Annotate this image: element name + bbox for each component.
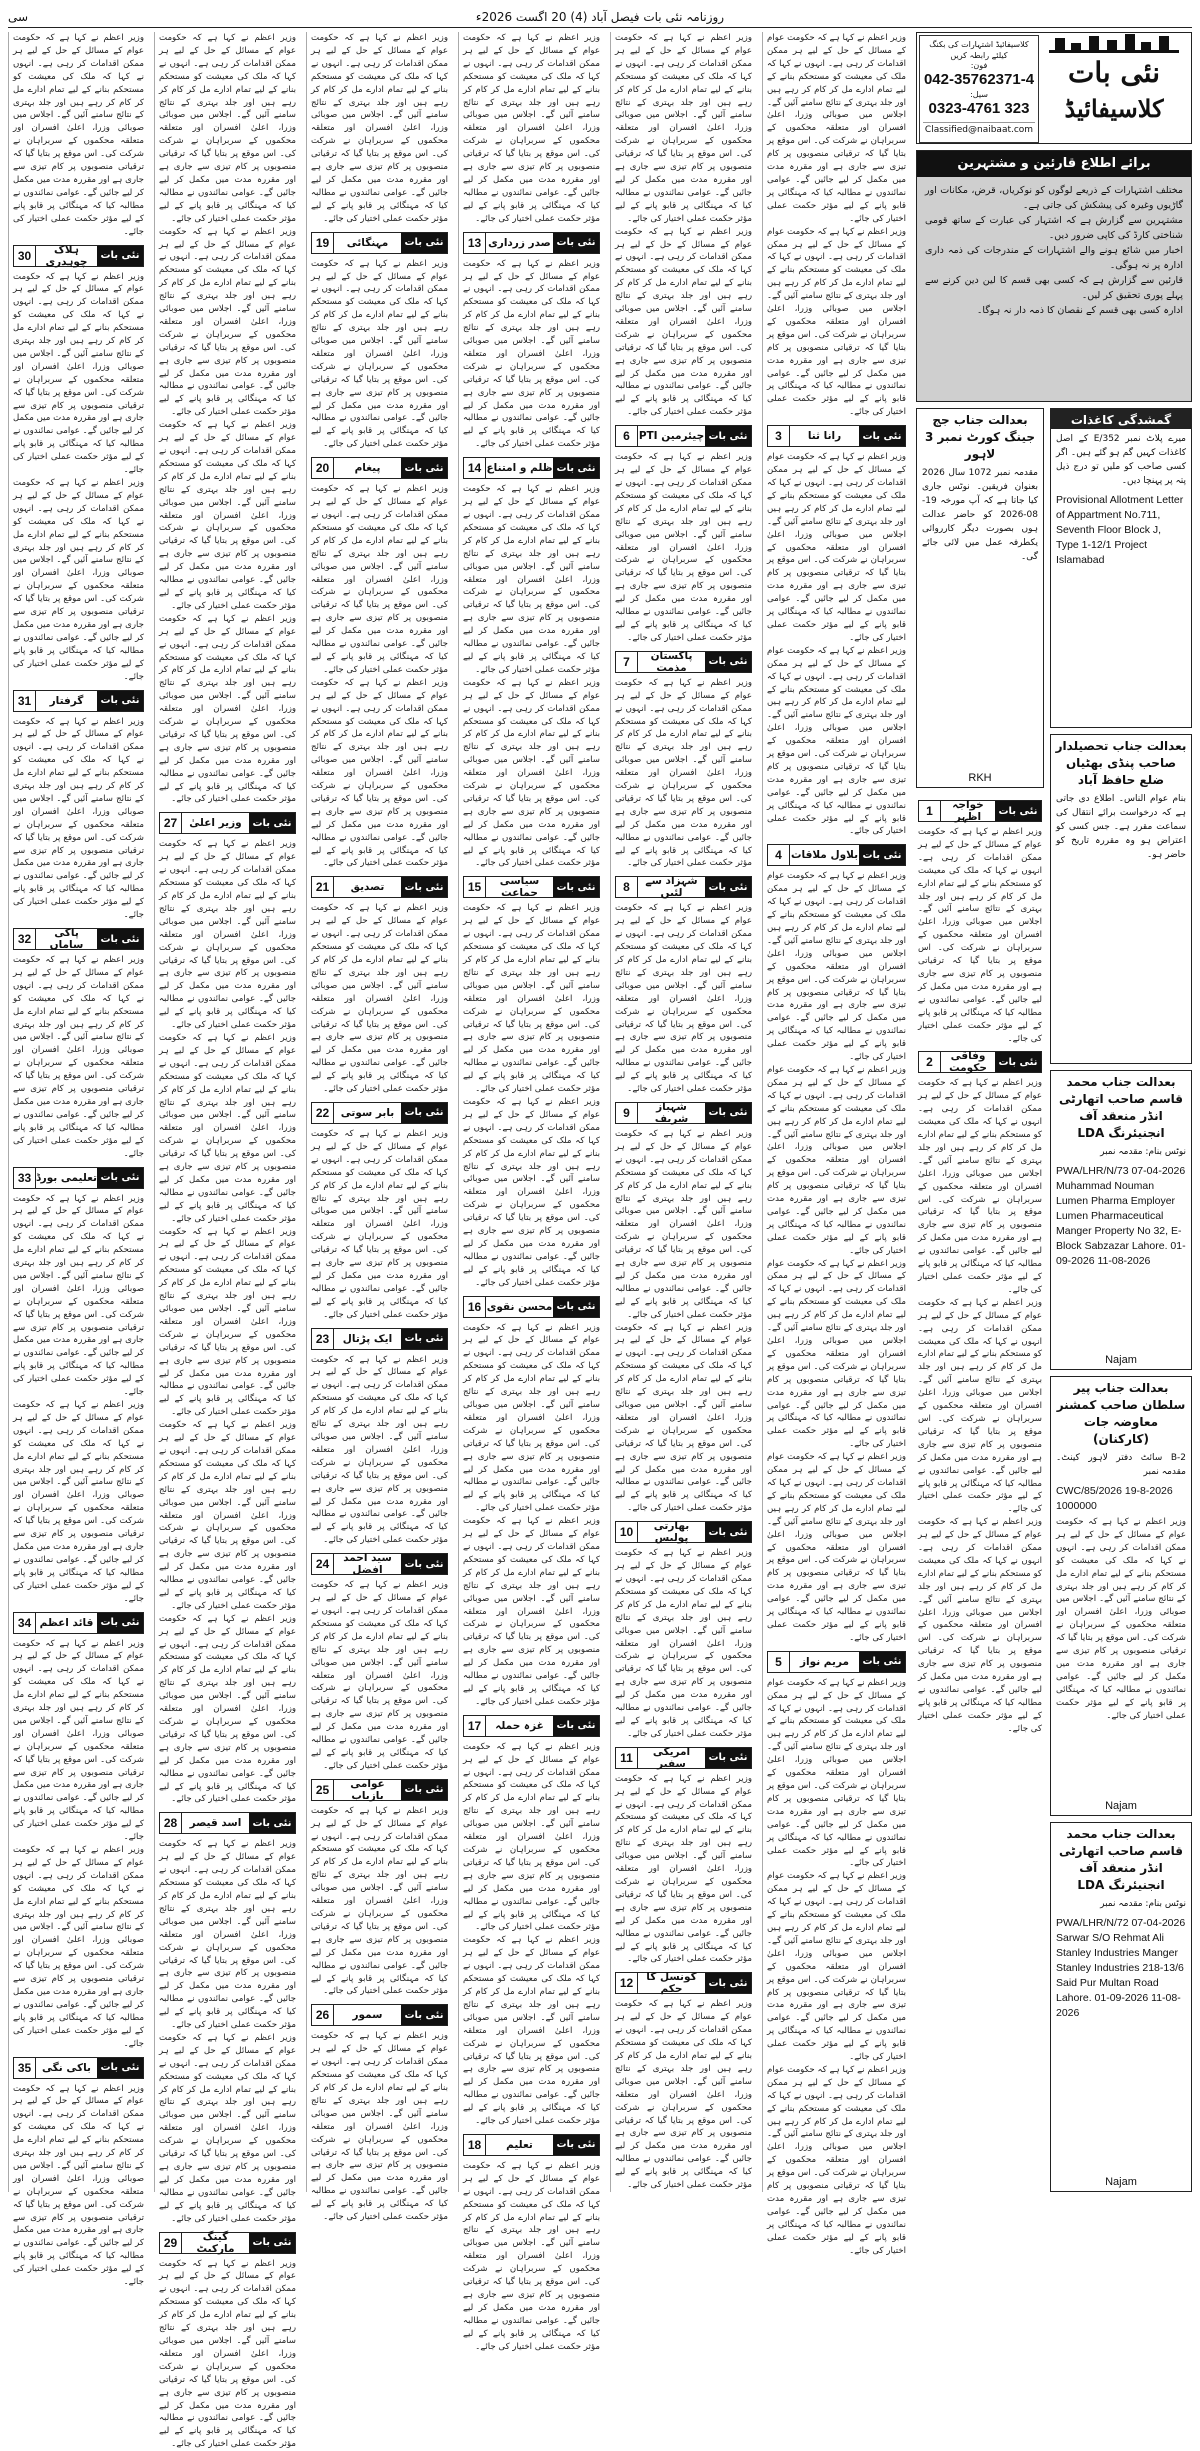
court-heading: بعدالت جناب جج جینگ کورٹ نمبر 3 لاہور bbox=[924, 413, 1035, 461]
article-body: وزیر اعظم نے کہا ہے کہ حکومت عوام کے مسائل کے حل کے لیے ہر ممکن اقدامات کر رہی ہے۔ انہوں نے کہا کہ ملک کی معیشت کو مستحکم بنانے کے لیے تمام ادارے مل کر کام کر رہے ہیں اور جلد بہتری کے نتائج سامنے آئیں گے۔ اجلاس میں صوبائی وزرا، اعلیٰ افسران اور متعلقہ محکموں کے سربراہان نے شرکت کی۔ اس موقع پر بتایا گیا کہ ترقیاتی منصوبوں پر کام تیزی سے جاری ہے اور مقررہ مدت میں مکمل کر لیے جائیں گے۔ عوامی نمائندوں نے مطالبہ کیا کہ مہنگائی پر قابو پانے کے لیے مؤثر حکمت عملی اختیار کی جائے۔ bbox=[13, 478, 144, 682]
headline-bar bbox=[463, 232, 600, 254]
article-body: وزیر اعظم نے کہا ہے کہ حکومت عوام کے مسائل کے حل کے لیے ہر ممکن اقدامات کر رہی ہے۔ انہوں نے کہا کہ ملک کی معیشت کو مستحکم بنانے کے لیے تمام ادارے مل کر کام کر رہے ہیں اور جلد بہتری کے نتائج سامنے آئیں گے۔ اجلاس میں صوبائی وزرا، اعلیٰ افسران اور متعلقہ محکموں کے سربراہان نے شرکت کی۔ اس موقع پر بتایا گیا کہ ترقیاتی منصوبوں پر کام تیزی سے جاری ہے اور مقررہ مدت میں مکمل کر لیے جائیں گے۔ عوامی نمائندوں نے مطالبہ کیا کہ مہنگائی پر قابو پانے کے لیے مؤثر حکمت عملی اختیار کی جائے۔ bbox=[918, 827, 1042, 1044]
brand-tag: نئی بات bbox=[705, 1103, 751, 1123]
mobile-label: سیل: bbox=[970, 90, 988, 99]
article-body: وزیر اعظم نے کہا ہے کہ حکومت عوام کے مسائل کے حل کے لیے ہر ممکن اقدامات کر رہی ہے۔ انہوں نے کہا کہ ملک کی معیشت کو مستحکم بنانے کے لیے تمام ادارے مل کر کام کر رہے ہیں اور جلد بہتری کے نتائج سامنے آئیں گے۔ اجلاس میں صوبائی وزرا، اعلیٰ افسران اور متعلقہ محکموں کے سربراہان نے شرکت کی۔ اس موقع پر بتایا گیا کہ ترقیاتی منصوبوں پر کام تیزی سے جاری ہے اور مقررہ مدت میں مکمل کر لیے جائیں گے۔ عوامی نمائندوں نے مطالبہ کیا کہ مہنگائی پر قابو پانے کے لیے مؤثر حکمت عملی اختیار کی جائے۔ bbox=[159, 613, 296, 805]
brand-tag: نئی بات bbox=[401, 1329, 447, 1349]
article-body: وزیر اعظم نے کہا ہے کہ حکومت عوام کے مسائل کے حل کے لیے ہر ممکن اقدامات کر رہی ہے۔ انہوں نے کہا کہ ملک کی معیشت کو مستحکم بنانے کے لیے تمام ادارے مل کر کام کر رہے ہیں اور جلد بہتری کے نتائج سامنے آئیں گے۔ اجلاس میں صوبائی وزرا، اعلیٰ افسران اور متعلقہ محکموں کے سربراہان نے شرکت کی۔ اس موقع پر بتایا گیا کہ ترقیاتی منصوبوں پر کام تیزی سے جاری ہے اور مقررہ مدت میں مکمل کر لیے جائیں گے۔ عوامی نمائندوں نے مطالبہ کیا کہ مہنگائی پر قابو پانے کے لیے مؤثر حکمت عملی اختیار کی جائے۔ bbox=[159, 1613, 296, 1805]
article-body: وزیر اعظم نے کہا ہے کہ حکومت عوام کے مسائل کے حل کے لیے ہر ممکن اقدامات کر رہی ہے۔ انہوں نے کہا کہ ملک کی معیشت کو مستحکم بنانے کے لیے تمام ادارے مل کر کام کر رہے ہیں اور جلد بہتری کے نتائج سامنے آئیں گے۔ اجلاس میں صوبائی وزرا، اعلیٰ افسران اور متعلقہ محکموں کے سربراہان نے شرکت کی۔ اس موقع پر بتایا گیا کہ ترقیاتی منصوبوں پر کام تیزی سے جاری ہے اور مقررہ مدت میں مکمل کر لیے جائیں گے۔ عوامی نمائندوں نے مطالبہ کیا کہ مہنگائی پر قابو پانے کے لیے مؤثر حکمت عملی اختیار کی جائے۔ bbox=[463, 903, 600, 1095]
article-body: وزیر اعظم نے کہا ہے کہ حکومت عوام کے مسائل کے حل کے لیے ہر ممکن اقدامات کر رہی ہے۔ انہوں نے کہا کہ ملک کی معیشت کو مستحکم بنانے کے لیے تمام ادارے مل کر کام کر رہے ہیں اور جلد بہتری کے نتائج سامنے آئیں گے۔ اجلاس میں صوبائی وزرا، اعلیٰ افسران اور متعلقہ محکموں کے سربراہان نے شرکت کی۔ اس موقع پر بتایا گیا کہ ترقیاتی منصوبوں پر کام تیزی سے جاری ہے اور مقررہ مدت میں مکمل کر لیے جائیں گے۔ عوامی نمائندوں نے مطالبہ کیا کہ مہنگائی پر قابو پانے کے لیے مؤثر حکمت عملی اختیار کی جائے۔ bbox=[615, 1773, 752, 1965]
article-body: وزیر اعظم نے کہا ہے کہ حکومت عوام کے مسائل کے حل کے لیے ہر ممکن اقدامات کر رہی ہے۔ انہوں نے کہا کہ ملک کی معیشت کو مستحکم بنانے کے لیے تمام ادارے مل کر کام کر رہے ہیں اور جلد بہتری کے نتائج سامنے آئیں گے۔ اجلاس میں صوبائی وزرا، اعلیٰ افسران اور متعلقہ محکموں کے سربراہان نے شرکت کی۔ اس موقع پر بتایا گیا کہ ترقیاتی منصوبوں پر کام تیزی سے جاری ہے اور مقررہ مدت میں مکمل کر لیے جائیں گے۔ عوامی نمائندوں نے مطالبہ کیا کہ مہنگائی پر قابو پانے کے لیے مؤثر حکمت عملی اختیار کی جائے۔ bbox=[615, 33, 752, 224]
headline-bar bbox=[767, 844, 906, 866]
brand-tag: نئی بات bbox=[859, 1652, 905, 1672]
headline-bar bbox=[918, 1051, 1042, 1073]
page-header bbox=[8, 6, 1192, 28]
article-body: وزیر اعظم نے کہا ہے کہ حکومت عوام کے مسائل کے حل کے لیے ہر ممکن اقدامات کر رہی ہے۔ انہوں نے کہا کہ ملک کی معیشت کو مستحکم بنانے کے لیے تمام ادارے مل کر کام کر رہے ہیں اور جلد بہتری کے نتائج سامنے آئیں گے۔ اجلاس میں صوبائی وزرا، اعلیٰ افسران اور متعلقہ محکموں کے سربراہان نے شرکت کی۔ اس موقع پر بتایا گیا کہ ترقیاتی منصوبوں پر کام تیزی سے جاری ہے اور مقررہ مدت میں مکمل کر لیے جائیں گے۔ عوامی نمائندوں نے مطالبہ کیا کہ مہنگائی پر قابو پانے کے لیے مؤثر حکمت عملی اختیار کی جائے۔ bbox=[615, 1548, 752, 1739]
headline-title: وفاقی حکومت bbox=[949, 1050, 987, 1075]
news-column-c1 bbox=[916, 794, 1044, 2192]
brand-tag: نئی بات bbox=[553, 458, 599, 478]
brand-tag: نئی بات bbox=[553, 1716, 599, 1736]
article-body: وزیر اعظم نے کہا ہے کہ حکومت عوام کے مسائل کے حل کے لیے ہر ممکن اقدامات کر رہی ہے۔ انہوں نے کہا کہ ملک کی معیشت کو مستحکم بنانے کے لیے تمام ادارے مل کر کام کر رہے ہیں اور جلد بہتری کے نتائج سامنے آئیں گے۔ اجلاس میں صوبائی وزرا، اعلیٰ افسران اور متعلقہ محکموں کے سربراہان نے شرکت کی۔ اس موقع پر بتایا گیا کہ ترقیاتی منصوبوں پر کام تیزی سے جاری ہے اور مقررہ مدت میں مکمل کر لیے جائیں گے۔ عوامی نمائندوں نے مطالبہ کیا کہ مہنگائی پر قابو پانے کے لیے مؤثر حکمت عملی اختیار کی جائے۔ bbox=[13, 1400, 144, 1604]
news-column-b bbox=[610, 32, 756, 2192]
headline-title: سیاسی جماعت bbox=[499, 875, 540, 900]
headline-title: رانا ثنا bbox=[807, 430, 842, 443]
headline-number: 5 bbox=[768, 1652, 790, 1672]
headline-bar bbox=[463, 1715, 600, 1737]
news-column-c bbox=[458, 32, 604, 2352]
headline-title: قائد اعظم bbox=[39, 1616, 94, 1629]
legal-heading: گمشدگی کاغذات bbox=[1051, 409, 1191, 429]
article-body: وزیر اعظم نے کہا ہے کہ حکومت عوام کے مسائل کے حل کے لیے ہر ممکن اقدامات کر رہی ہے۔ انہوں نے کہا کہ ملک کی معیشت کو مستحکم بنانے کے لیے تمام ادارے مل کر کام کر رہے ہیں اور جلد بہتری کے نتائج سامنے آئیں گے۔ اجلاس میں صوبائی وزرا، اعلیٰ افسران اور متعلقہ محکموں کے سربراہان نے شرکت کی۔ اس موقع پر بتایا گیا کہ ترقیاتی منصوبوں پر کام تیزی سے جاری ہے اور مقررہ مدت میں مکمل کر لیے جائیں گے۔ عوامی نمائندوں نے مطالبہ کیا کہ مہنگائی پر قابو پانے کے لیے مؤثر حکمت عملی اختیار کی جائے۔ bbox=[13, 716, 144, 921]
headline-bar bbox=[463, 2134, 600, 2156]
article-body: وزیر اعظم نے کہا ہے کہ حکومت عوام کے مسائل کے حل کے لیے ہر ممکن اقدامات کر رہی ہے۔ انہوں نے کہا کہ ملک کی معیشت کو مستحکم بنانے کے لیے تمام ادارے مل کر کام کر رہے ہیں اور جلد بہتری کے نتائج سامنے آئیں گے۔ اجلاس میں صوبائی وزرا، اعلیٰ افسران اور متعلقہ محکموں کے سربراہان نے شرکت کی۔ اس موقع پر بتایا گیا کہ ترقیاتی منصوبوں پر کام تیزی سے جاری ہے اور مقررہ مدت میں مکمل کر لیے جائیں گے۔ عوامی نمائندوں نے مطالبہ کیا کہ مہنگائی پر قابو پانے کے لیے مؤثر حکمت عملی اختیار کی جائے۔ bbox=[13, 1638, 144, 1843]
brand-tag: نئی بات bbox=[705, 1522, 751, 1542]
contact-phone: 042-35762371-4 bbox=[923, 71, 1035, 88]
article-body: وزیر اعظم نے کہا ہے کہ حکومت عوام کے مسائل کے حل کے لیے ہر ممکن اقدامات کر رہی ہے۔ انہوں نے کہا کہ ملک کی معیشت کو مستحکم بنانے کے لیے تمام ادارے مل کر کام کر رہے ہیں اور جلد بہتری کے نتائج سامنے آئیں گے۔ اجلاس میں صوبائی وزرا، اعلیٰ افسران اور متعلقہ محکموں کے سربراہان نے شرکت کی۔ اس موقع پر بتایا گیا کہ ترقیاتی منصوبوں پر کام تیزی سے جاری ہے اور مقررہ مدت میں مکمل کر لیے جائیں گے۔ عوامی نمائندوں نے مطالبہ کیا کہ مہنگائی پر قابو پانے کے لیے مؤثر حکمت عملی اختیار کی جائے۔ bbox=[767, 1064, 906, 1256]
headline-number: 21 bbox=[312, 877, 334, 897]
article-body: وزیر اعظم نے کہا ہے کہ حکومت عوام کے مسائل کے حل کے لیے ہر ممکن اقدامات کر رہی ہے۔ انہوں نے کہا کہ ملک کی معیشت کو مستحکم بنانے کے لیے تمام ادارے مل کر کام کر رہے ہیں اور جلد بہتری کے نتائج سامنے آئیں گے۔ اجلاس میں صوبائی وزرا، اعلیٰ افسران اور متعلقہ محکموں کے سربراہان نے شرکت کی۔ اس موقع پر بتایا گیا کہ ترقیاتی منصوبوں پر کام تیزی سے جاری ہے اور مقررہ مدت میں مکمل کر لیے جائیں گے۔ عوامی نمائندوں نے مطالبہ کیا کہ مہنگائی پر قابو پانے کے لیے مؤثر حکمت عملی اختیار کی جائے۔ bbox=[13, 271, 144, 476]
notice-heading: برائے اطلاع قارئین و مشتہرین bbox=[917, 151, 1191, 177]
headline-title: بھارتی پولیس bbox=[653, 1520, 690, 1545]
headline-bar bbox=[311, 457, 448, 479]
article-body: وزیر اعظم نے کہا ہے کہ حکومت عوام کے مسائل کے حل کے لیے ہر ممکن اقدامات کر رہی ہے۔ انہوں نے کہا کہ ملک کی معیشت کو مستحکم بنانے کے لیے تمام ادارے مل کر کام کر رہے ہیں اور جلد بہتری کے نتائج سامنے آئیں گے۔ اجلاس میں صوبائی وزرا، اعلیٰ افسران اور متعلقہ محکموں کے سربراہان نے شرکت کی۔ اس موقع پر بتایا گیا کہ ترقیاتی منصوبوں پر کام تیزی سے جاری ہے اور مقررہ مدت میں مکمل کر لیے جائیں گے۔ عوامی نمائندوں نے مطالبہ کیا کہ مہنگائی پر قابو پانے کے لیے مؤثر حکمت عملی اختیار کی جائے۔ bbox=[463, 1096, 600, 1288]
brand-tag: نئی بات bbox=[995, 1052, 1041, 1072]
article-body: وزیر اعظم نے کہا ہے کہ حکومت عوام کے مسائل کے حل کے لیے ہر ممکن اقدامات کر رہی ہے۔ انہوں نے کہا کہ ملک کی معیشت کو مستحکم بنانے کے لیے تمام ادارے مل کر کام کر رہے ہیں اور جلد بہتری کے نتائج سامنے آئیں گے۔ اجلاس میں صوبائی وزرا، اعلیٰ افسران اور متعلقہ محکموں کے سربراہان نے شرکت کی۔ اس موقع پر بتایا گیا کہ ترقیاتی منصوبوں پر کام تیزی سے جاری ہے اور مقررہ مدت میں مکمل کر لیے جائیں گے۔ عوامی نمائندوں نے مطالبہ کیا کہ مہنگائی پر قابو پانے کے لیے مؤثر حکمت عملی اختیار کی جائے۔ bbox=[463, 33, 600, 224]
article-body: وزیر اعظم نے کہا ہے کہ حکومت عوام کے مسائل کے حل کے لیے ہر ممکن اقدامات کر رہی ہے۔ انہوں نے کہا کہ ملک کی معیشت کو مستحکم بنانے کے لیے تمام ادارے مل کر کام کر رہے ہیں اور جلد بہتری کے نتائج سامنے آئیں گے۔ اجلاس میں صوبائی وزرا، اعلیٰ افسران اور متعلقہ محکموں کے سربراہان نے شرکت کی۔ اس موقع پر بتایا گیا کہ ترقیاتی منصوبوں پر کام تیزی سے جاری ہے اور مقررہ مدت میں مکمل کر لیے جائیں گے۔ عوامی نمائندوں نے مطالبہ کیا کہ مہنگائی پر قابو پانے کے لیے مؤثر حکمت عملی اختیار کی جائے۔ bbox=[159, 1420, 296, 1611]
headline-number: 16 bbox=[464, 1297, 486, 1317]
article-body: وزیر اعظم نے کہا ہے کہ حکومت عوام کے مسائل کے حل کے لیے ہر ممکن اقدامات کر رہی ہے۔ انہوں نے کہا کہ ملک کی معیشت کو مستحکم بنانے کے لیے تمام ادارے مل کر کام کر رہے ہیں اور جلد بہتری کے نتائج سامنے آئیں گے۔ اجلاس میں صوبائی وزرا، اعلیٰ افسران اور متعلقہ محکموں کے سربراہان نے شرکت کی۔ اس موقع پر بتایا گیا کہ ترقیاتی منصوبوں پر کام تیزی سے جاری ہے اور مقررہ مدت میں مکمل کر لیے جائیں گے۔ عوامی نمائندوں نے مطالبہ کیا کہ مہنگائی پر قابو پانے کے لیے مؤثر حکمت عملی اختیار کی جائے۔ bbox=[159, 1032, 296, 1224]
headline-number: 17 bbox=[464, 1716, 486, 1736]
article-body: وزیر اعظم نے کہا ہے کہ حکومت عوام کے مسائل کے حل کے لیے ہر ممکن اقدامات کر رہی ہے۔ انہوں نے کہا کہ ملک کی معیشت کو مستحکم بنانے کے لیے تمام ادارے مل کر کام کر رہے ہیں اور جلد بہتری کے نتائج سامنے آئیں گے۔ اجلاس میں صوبائی وزرا، اعلیٰ افسران اور متعلقہ محکموں کے سربراہان نے شرکت کی۔ اس موقع پر بتایا گیا کہ ترقیاتی منصوبوں پر کام تیزی سے جاری ہے اور مقررہ مدت میں مکمل کر لیے جائیں گے۔ عوامی نمائندوں نے مطالبہ کیا کہ مہنگائی پر قابو پانے کے لیے مؤثر حکمت عملی اختیار کی جائے۔ bbox=[615, 903, 752, 1095]
headline-title: مریم نواز bbox=[799, 1655, 850, 1668]
legal-notice-tehsildar bbox=[1050, 734, 1192, 1064]
headline-bar bbox=[311, 876, 448, 898]
notice-line: مشتہرین سے گزارش ہے کہ اشتہار کی عبارت کے ساتھ قومی شناختی کارڈ کی کاپی ضرور دیں۔ bbox=[925, 215, 1183, 241]
headline-title: گرفتار bbox=[49, 694, 84, 707]
classified-column bbox=[916, 32, 1192, 2192]
article-body: وزیر اعظم نے کہا ہے کہ حکومت عوام کے مسائل کے حل کے لیے ہر ممکن اقدامات کر رہی ہے۔ انہوں نے کہا کہ ملک کی معیشت کو مستحکم بنانے کے لیے تمام ادارے مل کر کام کر رہے ہیں اور جلد بہتری کے نتائج سامنے آئیں گے۔ اجلاس میں صوبائی وزرا، اعلیٰ افسران اور متعلقہ محکموں کے سربراہان نے شرکت کی۔ اس موقع پر بتایا گیا کہ ترقیاتی منصوبوں پر کام تیزی سے جاری ہے اور مقررہ مدت میں مکمل کر لیے جائیں گے۔ عوامی نمائندوں نے مطالبہ کیا کہ مہنگائی پر قابو پانے کے لیے مؤثر حکمت عملی اختیار کی جائے۔ bbox=[918, 1517, 1042, 1734]
brand-tag: نئی بات bbox=[249, 813, 295, 833]
headline-bar bbox=[311, 232, 448, 254]
headline-bar bbox=[311, 1553, 448, 1575]
headline-number: 34 bbox=[14, 1613, 36, 1633]
legal-text: نوٹس بنام: مقدمہ نمبر bbox=[1100, 1147, 1186, 1157]
headline-title: پیغام bbox=[354, 462, 381, 475]
article-body: وزیر اعظم نے کہا ہے کہ حکومت عوام کے مسائل کے حل کے لیے ہر ممکن اقدامات کر رہی ہے۔ انہوں نے کہا کہ ملک کی معیشت کو مستحکم بنانے کے لیے تمام ادارے مل کر کام کر رہے ہیں اور جلد بہتری کے نتائج سامنے آئیں گے۔ اجلاس میں صوبائی وزرا، اعلیٰ افسران اور متعلقہ محکموں کے سربراہان نے شرکت کی۔ اس موقع پر بتایا گیا کہ ترقیاتی منصوبوں پر کام تیزی سے جاری ہے اور مقررہ مدت میں مکمل کر لیے جائیں گے۔ عوامی نمائندوں نے مطالبہ کیا کہ مہنگائی پر قابو پانے کے لیے مؤثر حکمت عملی اختیار کی جائے۔ bbox=[767, 1452, 906, 1643]
headline-title: تعلیمی بورڈ bbox=[35, 1171, 97, 1184]
headline-number: 28 bbox=[160, 1813, 182, 1833]
headline-number: 25 bbox=[312, 1780, 334, 1800]
headline-number: 7 bbox=[616, 652, 638, 672]
headline-number: 30 bbox=[14, 246, 36, 266]
article-body: وزیر اعظم نے کہا ہے کہ حکومت عوام کے مسائل کے حل کے لیے ہر ممکن اقدامات کر رہی ہے۔ انہوں نے کہا کہ ملک کی معیشت کو مستحکم بنانے کے لیے تمام ادارے مل کر کام کر رہے ہیں اور جلد بہتری کے نتائج سامنے آئیں گے۔ اجلاس میں صوبائی وزرا، اعلیٰ افسران اور متعلقہ محکموں کے سربراہان نے شرکت کی۔ اس موقع پر بتایا گیا کہ ترقیاتی منصوبوں پر کام تیزی سے جاری ہے اور مقررہ مدت میں مکمل کر لیے جائیں گے۔ عوامی نمائندوں نے مطالبہ کیا کہ مہنگائی پر قابو پانے کے لیے مؤثر حکمت عملی اختیار کی جائے۔ bbox=[767, 1871, 906, 2063]
headline-number: 6 bbox=[616, 426, 638, 446]
legal-text: B-2 سائٹ دفتر لاہور کینٹ۔ مقدمہ نمبر bbox=[1056, 1453, 1186, 1477]
phone-label: فون: bbox=[970, 61, 988, 70]
headline-bar bbox=[463, 876, 600, 898]
legal-notice-commissioner bbox=[1050, 1376, 1192, 1816]
brand-logo bbox=[1039, 35, 1189, 143]
brand-tag: نئی بات bbox=[705, 1973, 751, 1993]
article-body: وزیر اعظم نے کہا ہے کہ حکومت عوام کے مسائل کے حل کے لیے ہر ممکن اقدامات کر رہی ہے۔ انہوں نے کہا کہ ملک کی معیشت کو مستحکم بنانے کے لیے تمام ادارے مل کر کام کر رہے ہیں اور جلد بہتری کے نتائج سامنے آئیں گے۔ اجلاس میں صوبائی وزرا، اعلیٰ افسران اور متعلقہ محکموں کے سربراہان نے شرکت کی۔ اس موقع پر بتایا گیا کہ ترقیاتی منصوبوں پر کام تیزی سے جاری ہے اور مقررہ مدت میں مکمل کر لیے جائیں گے۔ عوامی نمائندوں نے مطالبہ کیا کہ مہنگائی پر قابو پانے کے لیے مؤثر حکمت عملی اختیار کی جائے۔ bbox=[311, 1580, 448, 1771]
notice-line: اخبار میں شائع ہونے والے اشتہارات کے مندرجات کی ذمہ داری ادارہ پر نہ ہوگی۔ bbox=[925, 245, 1183, 271]
headline-title: امریکی سفیر bbox=[652, 1745, 691, 1770]
article-body: وزیر اعظم نے کہا ہے کہ حکومت عوام کے مسائل کے حل کے لیے ہر ممکن اقدامات کر رہی ہے۔ انہوں نے کہا کہ ملک کی معیشت کو مستحکم بنانے کے لیے تمام ادارے مل کر کام کر رہے ہیں اور جلد بہتری کے نتائج سامنے آئیں گے۔ اجلاس میں صوبائی وزرا، اعلیٰ افسران اور متعلقہ محکموں کے سربراہان نے شرکت کی۔ اس موقع پر بتایا گیا کہ ترقیاتی منصوبوں پر کام تیزی سے جاری ہے اور مقررہ مدت میں مکمل کر لیے جائیں گے۔ عوامی نمائندوں نے مطالبہ کیا کہ مہنگائی پر قابو پانے کے لیے مؤثر حکمت عملی اختیار کی جائے۔ bbox=[615, 226, 752, 418]
headline-bar bbox=[615, 1747, 752, 1769]
article-body: وزیر اعظم نے کہا ہے کہ حکومت عوام کے مسائل کے حل کے لیے ہر ممکن اقدامات کر رہی ہے۔ انہوں نے کہا کہ ملک کی معیشت کو مستحکم بنانے کے لیے تمام ادارے مل کر کام کر رہے ہیں اور جلد بہتری کے نتائج سامنے آئیں گے۔ اجلاس میں صوبائی وزرا، اعلیٰ افسران اور متعلقہ محکموں کے سربراہان نے شرکت کی۔ اس موقع پر بتایا گیا کہ ترقیاتی منصوبوں پر کام تیزی سے جاری ہے اور مقررہ مدت میں مکمل کر لیے جائیں گے۔ عوامی نمائندوں نے مطالبہ کیا کہ مہنگائی پر قابو پانے کے لیے مؤثر حکمت عملی اختیار کی جائے۔ bbox=[311, 2031, 448, 2223]
article-body: وزیر اعظم نے کہا ہے کہ حکومت عوام کے مسائل کے حل کے لیے ہر ممکن اقدامات کر رہی ہے۔ انہوں نے کہا کہ ملک کی معیشت کو مستحکم بنانے کے لیے تمام ادارے مل کر کام کر رہے ہیں اور جلد بہتری کے نتائج سامنے آئیں گے۔ اجلاس میں صوبائی وزرا، اعلیٰ افسران اور متعلقہ محکموں کے سربراہان نے شرکت کی۔ اس موقع پر بتایا گیا کہ ترقیاتی منصوبوں پر کام تیزی سے جاری ہے اور مقررہ مدت میں مکمل کر لیے جائیں گے۔ عوامی نمائندوں نے مطالبہ کیا کہ مہنگائی پر قابو پانے کے لیے مؤثر حکمت عملی اختیار کی جائے۔ bbox=[463, 1322, 600, 1514]
headline-bar bbox=[311, 1328, 448, 1350]
article-body: وزیر اعظم نے کہا ہے کہ حکومت عوام کے مسائل کے حل کے لیے ہر ممکن اقدامات کر رہی ہے۔ انہوں نے کہا کہ ملک کی معیشت کو مستحکم بنانے کے لیے تمام ادارے مل کر کام کر رہے ہیں اور جلد بہتری کے نتائج سامنے آئیں گے۔ اجلاس میں صوبائی وزرا، اعلیٰ افسران اور متعلقہ محکموں کے سربراہان نے شرکت کی۔ اس موقع پر بتایا گیا کہ ترقیاتی منصوبوں پر کام تیزی سے جاری ہے اور مقررہ مدت میں مکمل کر لیے جائیں گے۔ عوامی نمائندوں نے مطالبہ کیا کہ مہنگائی پر قابو پانے کے لیے مؤثر حکمت عملی اختیار کی جائے۔ bbox=[767, 1677, 906, 1869]
legal-text: میرے پلاٹ نمبر 352/E کے اصل کاغذات کہیں گم ہو گئے ہیں۔ اگر کسی صاحب کو ملیں تو درج ذیل پتہ پر پہنچا دیں۔ bbox=[1056, 434, 1186, 486]
headline-number: 15 bbox=[464, 877, 486, 897]
readers-notice bbox=[916, 150, 1192, 402]
article-body: وزیر اعظم نے کہا ہے کہ حکومت عوام کے مسائل کے حل کے لیے ہر ممکن اقدامات کر رہی ہے۔ انہوں نے کہا کہ ملک کی معیشت کو مستحکم بنانے کے لیے تمام ادارے مل کر کام کر رہے ہیں اور جلد بہتری کے نتائج سامنے آئیں گے۔ اجلاس میں صوبائی وزرا، اعلیٰ افسران اور متعلقہ محکموں کے سربراہان نے شرکت کی۔ اس موقع پر بتایا گیا کہ ترقیاتی منصوبوں پر کام تیزی سے جاری ہے اور مقررہ مدت میں مکمل کر لیے جائیں گے۔ عوامی نمائندوں نے مطالبہ کیا کہ مہنگائی پر قابو پانے کے لیے مؤثر حکمت عملی اختیار کی جائے۔ bbox=[13, 33, 144, 237]
headline-title: بلاول ملاقات bbox=[790, 849, 859, 862]
article-body: وزیر اعظم نے کہا ہے کہ حکومت عوام کے مسائل کے حل کے لیے ہر ممکن اقدامات کر رہی ہے۔ انہوں نے کہا کہ ملک کی معیشت کو مستحکم بنانے کے لیے تمام ادارے مل کر کام کر رہے ہیں اور جلد بہتری کے نتائج سامنے آئیں گے۔ اجلاس میں صوبائی وزرا، اعلیٰ افسران اور متعلقہ محکموں کے سربراہان نے شرکت کی۔ اس موقع پر بتایا گیا کہ ترقیاتی منصوبوں پر کام تیزی سے جاری ہے اور مقررہ مدت میں مکمل کر لیے جائیں گے۔ عوامی نمائندوں نے مطالبہ کیا کہ مہنگائی پر قابو پانے کے لیے مؤثر حکمت عملی اختیار کی جائے۔ bbox=[311, 33, 448, 224]
headline-number: 1 bbox=[919, 801, 941, 821]
contact-mobile: 0323-4761 323 bbox=[928, 100, 1030, 117]
headline-number: 11 bbox=[616, 1748, 638, 1768]
article-body: وزیر اعظم نے کہا ہے کہ حکومت عوام کے مسائل کے حل کے لیے ہر ممکن اقدامات کر رہی ہے۔ انہوں نے کہا کہ ملک کی معیشت کو مستحکم بنانے کے لیے تمام ادارے مل کر کام کر رہے ہیں اور جلد بہتری کے نتائج سامنے آئیں گے۔ اجلاس میں صوبائی وزرا، اعلیٰ افسران اور متعلقہ محکموں کے سربراہان نے شرکت کی۔ اس موقع پر بتایا گیا کہ ترقیاتی منصوبوں پر کام تیزی سے جاری ہے اور مقررہ مدت میں مکمل کر لیے جائیں گے۔ عوامی نمائندوں نے مطالبہ کیا کہ مہنگائی پر قابو پانے کے لیے مؤثر حکمت عملی اختیار کی جائے۔ bbox=[767, 33, 906, 224]
article-body: وزیر اعظم نے کہا ہے کہ حکومت عوام کے مسائل کے حل کے لیے ہر ممکن اقدامات کر رہی ہے۔ انہوں نے کہا کہ ملک کی معیشت کو مستحکم بنانے کے لیے تمام ادارے مل کر کام کر رہے ہیں اور جلد بہتری کے نتائج سامنے آئیں گے۔ اجلاس میں صوبائی وزرا، اعلیٰ افسران اور متعلقہ محکموں کے سربراہان نے شرکت کی۔ اس موقع پر بتایا گیا کہ ترقیاتی منصوبوں پر کام تیزی سے جاری ہے اور مقررہ مدت میں مکمل کر لیے جائیں گے۔ عوامی نمائندوں نے مطالبہ کیا کہ مہنگائی پر قابو پانے کے لیے مؤثر حکمت عملی اختیار کی جائے۔ bbox=[311, 484, 448, 675]
headline-title: خواجہ اظہر bbox=[952, 799, 984, 823]
brand-tag: نئی بات bbox=[97, 1613, 143, 1633]
headline-bar bbox=[615, 425, 752, 447]
brand-tag: نئی بات bbox=[553, 233, 599, 253]
headline-number: 2 bbox=[919, 1052, 941, 1072]
headline-number: 18 bbox=[464, 2135, 486, 2155]
brand-tag: نئی بات bbox=[705, 426, 751, 446]
brand-tag: نئی بات bbox=[249, 2233, 295, 2253]
legal-notice-lda-2 bbox=[1050, 1822, 1192, 2192]
article-body: وزیر اعظم نے کہا ہے کہ حکومت عوام کے مسائل کے حل کے لیے ہر ممکن اقدامات کر رہی ہے۔ انہوں نے کہا کہ ملک کی معیشت کو مستحکم بنانے کے لیے تمام ادارے مل کر کام کر رہے ہیں اور جلد بہتری کے نتائج سامنے آئیں گے۔ اجلاس میں صوبائی وزرا، اعلیٰ افسران اور متعلقہ محکموں کے سربراہان نے شرکت کی۔ اس موقع پر بتایا گیا کہ ترقیاتی منصوبوں پر کام تیزی سے جاری ہے اور مقررہ مدت میں مکمل کر لیے جائیں گے۔ عوامی نمائندوں نے مطالبہ کیا کہ مہنگائی پر قابو پانے کے لیے مؤثر حکمت عملی اختیار کی جائے۔ bbox=[13, 2083, 144, 2288]
article-body: وزیر اعظم نے کہا ہے کہ حکومت عوام کے مسائل کے حل کے لیے ہر ممکن اقدامات کر رہی ہے۔ انہوں نے کہا کہ ملک کی معیشت کو مستحکم بنانے کے لیے تمام ادارے مل کر کام کر رہے ہیں اور جلد بہتری کے نتائج سامنے آئیں گے۔ اجلاس میں صوبائی وزرا، اعلیٰ افسران اور متعلقہ محکموں کے سربراہان نے شرکت کی۔ اس موقع پر بتایا گیا کہ ترقیاتی منصوبوں پر کام تیزی سے جاری ہے اور مقررہ مدت میں مکمل کر لیے جائیں گے۔ عوامی نمائندوں نے مطالبہ کیا کہ مہنگائی پر قابو پانے کے لیے مؤثر حکمت عملی اختیار کی جائے۔ bbox=[767, 645, 906, 837]
article-body: وزیر اعظم نے کہا ہے کہ حکومت عوام کے مسائل کے حل کے لیے ہر ممکن اقدامات کر رہی ہے۔ انہوں نے کہا کہ ملک کی معیشت کو مستحکم بنانے کے لیے تمام ادارے مل کر کام کر رہے ہیں اور جلد بہتری کے نتائج سامنے آئیں گے۔ اجلاس میں صوبائی وزرا، اعلیٰ افسران اور متعلقہ محکموں کے سربراہان نے شرکت کی۔ اس موقع پر بتایا گیا کہ ترقیاتی منصوبوں پر کام تیزی سے جاری ہے اور مقررہ مدت میں مکمل کر لیے جائیں گے۔ عوامی نمائندوں نے مطالبہ کیا کہ مہنگائی پر قابو پانے کے لیے مؤثر حکمت عملی اختیار کی جائے۔ bbox=[463, 2160, 600, 2352]
brand-tag: نئی بات bbox=[705, 652, 751, 672]
headline-title: ایک پڑتال bbox=[342, 1332, 393, 1345]
headline-bar bbox=[463, 457, 600, 479]
legal-heading: بعدالت جناب محمد قاسم صاحب اتھارٹی انڈر منعقد آف انجنیئرنگ LDA bbox=[1059, 1075, 1183, 1140]
headline-bar bbox=[615, 1102, 752, 1124]
headline-title: سید احمد افضل bbox=[343, 1552, 392, 1577]
headline-number: 27 bbox=[160, 813, 182, 833]
headline-bar bbox=[13, 2057, 144, 2079]
headline-title: غزہ حملہ bbox=[495, 1719, 544, 1732]
brand-section: کلاسیفائیڈ bbox=[1064, 94, 1164, 123]
headline-number: 8 bbox=[616, 877, 638, 897]
article-body: وزیر اعظم نے کہا ہے کہ حکومت عوام کے مسائل کے حل کے لیے ہر ممکن اقدامات کر رہی ہے۔ انہوں نے کہا کہ ملک کی معیشت کو مستحکم بنانے کے لیے تمام ادارے مل کر کام کر رہے ہیں اور جلد بہتری کے نتائج سامنے آئیں گے۔ اجلاس میں صوبائی وزرا، اعلیٰ افسران اور متعلقہ محکموں کے سربراہان نے شرکت کی۔ اس موقع پر بتایا گیا کہ ترقیاتی منصوبوں پر کام تیزی سے جاری ہے اور مقررہ مدت میں مکمل کر لیے جائیں گے۔ عوامی نمائندوں نے مطالبہ کیا کہ مہنگائی پر قابو پانے کے لیے مؤثر حکمت عملی اختیار کی جائے۔ bbox=[615, 677, 752, 869]
article-body: وزیر اعظم نے کہا ہے کہ حکومت عوام کے مسائل کے حل کے لیے ہر ممکن اقدامات کر رہی ہے۔ انہوں نے کہا کہ ملک کی معیشت کو مستحکم بنانے کے لیے تمام ادارے مل کر کام کر رہے ہیں اور جلد بہتری کے نتائج سامنے آئیں گے۔ اجلاس میں صوبائی وزرا، اعلیٰ افسران اور متعلقہ محکموں کے سربراہان نے شرکت کی۔ اس موقع پر بتایا گیا کہ ترقیاتی منصوبوں پر کام تیزی سے جاری ہے اور مقررہ مدت میں مکمل کر لیے جائیں گے۔ عوامی نمائندوں نے مطالبہ کیا کہ مہنگائی پر قابو پانے کے لیے مؤثر حکمت عملی اختیار کی جائے۔ bbox=[615, 1128, 752, 1320]
headline-title: ظلم و امتناع bbox=[486, 462, 553, 475]
contact-email: Classified@naibaat.com bbox=[923, 122, 1035, 135]
article-body: وزیر اعظم نے کہا ہے کہ حکومت عوام کے مسائل کے حل کے لیے ہر ممکن اقدامات کر رہی ہے۔ انہوں نے کہا کہ ملک کی معیشت کو مستحکم بنانے کے لیے تمام ادارے مل کر کام کر رہے ہیں اور جلد بہتری کے نتائج سامنے آئیں گے۔ اجلاس میں صوبائی وزرا، اعلیٰ افسران اور متعلقہ محکموں کے سربراہان نے شرکت کی۔ اس موقع پر بتایا گیا کہ ترقیاتی منصوبوں پر کام تیزی سے جاری ہے اور مقررہ مدت میں مکمل کر لیے جائیں گے۔ عوامی نمائندوں نے مطالبہ کیا کہ مہنگائی پر قابو پانے کے لیے مؤثر حکمت عملی اختیار کی جائے۔ bbox=[463, 258, 600, 450]
article-body: وزیر اعظم نے کہا ہے کہ حکومت عوام کے مسائل کے حل کے لیے ہر ممکن اقدامات کر رہی ہے۔ انہوں نے کہا کہ ملک کی معیشت کو مستحکم بنانے کے لیے تمام ادارے مل کر کام کر رہے ہیں اور جلد بہتری کے نتائج سامنے آئیں گے۔ اجلاس میں صوبائی وزرا، اعلیٰ افسران اور متعلقہ محکموں کے سربراہان نے شرکت کی۔ اس موقع پر بتایا گیا کہ ترقیاتی منصوبوں پر کام تیزی سے جاری ہے اور مقررہ مدت میں مکمل کر لیے جائیں گے۔ عوامی نمائندوں نے مطالبہ کیا کہ مہنگائی پر قابو پانے کے لیے مؤثر حکمت عملی اختیار کی جائے۔ bbox=[159, 2258, 296, 2450]
brand-tag: نئی بات bbox=[401, 2005, 447, 2025]
brand-tag: نئی بات bbox=[401, 877, 447, 897]
skyline-icon bbox=[1049, 35, 1179, 53]
article-body: وزیر اعظم نے کہا ہے کہ حکومت عوام کے مسائل کے حل کے لیے ہر ممکن اقدامات کر رہی ہے۔ انہوں نے کہا کہ ملک کی معیشت کو مستحکم بنانے کے لیے تمام ادارے مل کر کام کر رہے ہیں اور جلد بہتری کے نتائج سامنے آئیں گے۔ اجلاس میں صوبائی وزرا، اعلیٰ افسران اور متعلقہ محکموں کے سربراہان نے شرکت کی۔ اس موقع پر بتایا گیا کہ ترقیاتی منصوبوں پر کام تیزی سے جاری ہے اور مقررہ مدت میں مکمل کر لیے جائیں گے۔ عوامی نمائندوں نے مطالبہ کیا کہ مہنگائی پر قابو پانے کے لیے مؤثر حکمت عملی اختیار کی جائے۔ bbox=[13, 1193, 144, 1398]
headline-bar bbox=[13, 1167, 144, 1189]
notice-line: ادارہ کسی بھی قسم کے نقصان کا ذمہ دار نہ ہوگا۔ bbox=[976, 305, 1183, 316]
headline-number: 35 bbox=[14, 2058, 36, 2078]
brand-name: نئی بات bbox=[1067, 56, 1160, 89]
headline-bar bbox=[159, 2232, 296, 2254]
headline-title: گینگ مارکیٹ bbox=[196, 2230, 235, 2255]
headline-number: 19 bbox=[312, 233, 334, 253]
headline-number: 22 bbox=[312, 1103, 334, 1123]
headline-number: 14 bbox=[464, 458, 486, 478]
headline-bar bbox=[918, 800, 1042, 822]
news-column-e bbox=[154, 32, 300, 2450]
brand-tag: نئی بات bbox=[249, 1813, 295, 1833]
article-body: وزیر اعظم نے کہا ہے کہ حکومت عوام کے مسائل کے حل کے لیے ہر ممکن اقدامات کر رہی ہے۔ انہوں نے کہا کہ ملک کی معیشت کو مستحکم بنانے کے لیے تمام ادارے مل کر کام کر رہے ہیں اور جلد بہتری کے نتائج سامنے آئیں گے۔ اجلاس میں صوبائی وزرا، اعلیٰ افسران اور متعلقہ محکموں کے سربراہان نے شرکت کی۔ اس موقع پر بتایا گیا کہ ترقیاتی منصوبوں پر کام تیزی سے جاری ہے اور مقررہ مدت میں مکمل کر لیے جائیں گے۔ عوامی نمائندوں نے مطالبہ کیا کہ مہنگائی پر قابو پانے کے لیے مؤثر حکمت عملی اختیار کی جائے۔ bbox=[918, 1297, 1042, 1515]
article-body: وزیر اعظم نے کہا ہے کہ حکومت عوام کے مسائل کے حل کے لیے ہر ممکن اقدامات کر رہی ہے۔ انہوں نے کہا کہ ملک کی معیشت کو مستحکم بنانے کے لیے تمام ادارے مل کر کام کر رہے ہیں اور جلد بہتری کے نتائج سامنے آئیں گے۔ اجلاس میں صوبائی وزرا، اعلیٰ افسران اور متعلقہ محکموں کے سربراہان نے شرکت کی۔ اس موقع پر بتایا گیا کہ ترقیاتی منصوبوں پر کام تیزی سے جاری ہے اور مقررہ مدت میں مکمل کر لیے جائیں گے۔ عوامی نمائندوں نے مطالبہ کیا کہ مہنگائی پر قابو پانے کے لیے مؤثر حکمت عملی اختیار کی جائے۔ bbox=[918, 1078, 1042, 1295]
article-body: وزیر اعظم نے کہا ہے کہ حکومت عوام کے مسائل کے حل کے لیے ہر ممکن اقدامات کر رہی ہے۔ انہوں نے کہا کہ ملک کی معیشت کو مستحکم بنانے کے لیے تمام ادارے مل کر کام کر رہے ہیں اور جلد بہتری کے نتائج سامنے آئیں گے۔ اجلاس میں صوبائی وزرا، اعلیٰ افسران اور متعلقہ محکموں کے سربراہان نے شرکت کی۔ اس موقع پر بتایا گیا کہ ترقیاتی منصوبوں پر کام تیزی سے جاری ہے اور مقررہ مدت میں مکمل کر لیے جائیں گے۔ عوامی نمائندوں نے مطالبہ کیا کہ مہنگائی پر قابو پانے کے لیے مؤثر حکمت عملی اختیار کی جائے۔ bbox=[159, 1839, 296, 2031]
headline-number: 32 bbox=[14, 929, 36, 949]
headline-bar bbox=[615, 876, 752, 898]
brand-tag: نئی بات bbox=[705, 1748, 751, 1768]
brand-tag: نئی بات bbox=[401, 1554, 447, 1574]
article-body: وزیر اعظم نے کہا ہے کہ حکومت عوام کے مسائل کے حل کے لیے ہر ممکن اقدامات کر رہی ہے۔ انہوں نے کہا کہ ملک کی معیشت کو مستحکم بنانے کے لیے تمام ادارے مل کر کام کر رہے ہیں اور جلد بہتری کے نتائج سامنے آئیں گے۔ اجلاس میں صوبائی وزرا، اعلیٰ افسران اور متعلقہ محکموں کے سربراہان نے شرکت کی۔ اس موقع پر بتایا گیا کہ ترقیاتی منصوبوں پر کام تیزی سے جاری ہے اور مقررہ مدت میں مکمل کر لیے جائیں گے۔ عوامی نمائندوں نے مطالبہ کیا کہ مہنگائی پر قابو پانے کے لیے مؤثر حکمت عملی اختیار کی جائے۔ bbox=[159, 1226, 296, 1418]
news-column-d bbox=[306, 32, 452, 2223]
article-body: وزیر اعظم نے کہا ہے کہ حکومت عوام کے مسائل کے حل کے لیے ہر ممکن اقدامات کر رہی ہے۔ انہوں نے کہا کہ ملک کی معیشت کو مستحکم بنانے کے لیے تمام ادارے مل کر کام کر رہے ہیں اور جلد بہتری کے نتائج سامنے آئیں گے۔ اجلاس میں صوبائی وزرا، اعلیٰ افسران اور متعلقہ محکموں کے سربراہان نے شرکت کی۔ اس موقع پر بتایا گیا کہ ترقیاتی منصوبوں پر کام تیزی سے جاری ہے اور مقررہ مدت میں مکمل کر لیے جائیں گے۔ عوامی نمائندوں نے مطالبہ کیا کہ مہنگائی پر قابو پانے کے لیے مؤثر حکمت عملی اختیار کی جائے۔ bbox=[159, 33, 296, 224]
notice-body bbox=[917, 177, 1191, 324]
headline-number: 29 bbox=[160, 2233, 182, 2253]
brand-tag: نئی بات bbox=[97, 2058, 143, 2078]
article-body: وزیر اعظم نے کہا ہے کہ حکومت عوام کے مسائل کے حل کے لیے ہر ممکن اقدامات کر رہی ہے۔ انہوں نے کہا کہ ملک کی معیشت کو مستحکم بنانے کے لیے تمام ادارے مل کر کام کر رہے ہیں اور جلد بہتری کے نتائج سامنے آئیں گے۔ اجلاس میں صوبائی وزرا، اعلیٰ افسران اور متعلقہ محکموں کے سربراہان نے شرکت کی۔ اس موقع پر بتایا گیا کہ ترقیاتی منصوبوں پر کام تیزی سے جاری ہے اور مقررہ مدت میں مکمل کر لیے جائیں گے۔ عوامی نمائندوں نے مطالبہ کیا کہ مہنگائی پر قابو پانے کے لیے مؤثر حکمت عملی اختیار کی جائے۔ bbox=[615, 452, 752, 643]
article-body: وزیر اعظم نے کہا ہے کہ حکومت عوام کے مسائل کے حل کے لیے ہر ممکن اقدامات کر رہی ہے۔ انہوں نے کہا کہ ملک کی معیشت کو مستحکم بنانے کے لیے تمام ادارے مل کر کام کر رہے ہیں اور جلد بہتری کے نتائج سامنے آئیں گے۔ اجلاس میں صوبائی وزرا، اعلیٰ افسران اور متعلقہ محکموں کے سربراہان نے شرکت کی۔ اس موقع پر بتایا گیا کہ ترقیاتی منصوبوں پر کام تیزی سے جاری ہے اور مقررہ مدت میں مکمل کر لیے جائیں گے۔ عوامی نمائندوں نے مطالبہ کیا کہ مہنگائی پر قابو پانے کے لیے مؤثر حکمت عملی اختیار کی جائے۔ bbox=[463, 677, 600, 869]
legal-notice-lda-1 bbox=[1050, 1070, 1192, 1370]
headline-number: 3 bbox=[768, 426, 790, 446]
news-column-f bbox=[8, 32, 148, 2288]
brand-tag: نئی بات bbox=[401, 233, 447, 253]
legal-signature: Najam bbox=[1051, 2176, 1191, 2191]
article-body: وزیر اعظم نے کہا ہے کہ حکومت عوام کے مسائل کے حل کے لیے ہر ممکن اقدامات کر رہی ہے۔ انہوں نے کہا کہ ملک کی معیشت کو مستحکم بنانے کے لیے تمام ادارے مل کر کام کر رہے ہیں اور جلد بہتری کے نتائج سامنے آئیں گے۔ اجلاس میں صوبائی وزرا، اعلیٰ افسران اور متعلقہ محکموں کے سربراہان نے شرکت کی۔ اس موقع پر بتایا گیا کہ ترقیاتی منصوبوں پر کام تیزی سے جاری ہے اور مقررہ مدت میں مکمل کر لیے جائیں گے۔ عوامی نمائندوں نے مطالبہ کیا کہ مہنگائی پر قابو پانے کے لیے مؤثر حکمت عملی اختیار کی جائے۔ bbox=[311, 1354, 448, 1546]
headline-title: پاکستان مذمت bbox=[650, 649, 693, 674]
headline-title: پاکی ساماں bbox=[49, 927, 84, 951]
headline-number: 10 bbox=[616, 1522, 638, 1542]
article-body: وزیر اعظم نے کہا ہے کہ حکومت عوام کے مسائل کے حل کے لیے ہر ممکن اقدامات کر رہی ہے۔ انہوں نے کہا کہ ملک کی معیشت کو مستحکم بنانے کے لیے تمام ادارے مل کر کام کر رہے ہیں اور جلد بہتری کے نتائج سامنے آئیں گے۔ اجلاس میں صوبائی وزرا، اعلیٰ افسران اور متعلقہ محکموں کے سربراہان نے شرکت کی۔ اس موقع پر بتایا گیا کہ ترقیاتی منصوبوں پر کام تیزی سے جاری ہے اور مقررہ مدت میں مکمل کر لیے جائیں گے۔ عوامی نمائندوں نے مطالبہ کیا کہ مہنگائی پر قابو پانے کے لیے مؤثر حکمت عملی اختیار کی جائے۔ bbox=[767, 226, 906, 418]
headline-bar bbox=[13, 1612, 144, 1634]
legal-english: PWA/LHR/N/72 07-04-2026 Sarwar S/O Rehmat Ali Stanley Industries Manger Stanley Industries 218-13/6 Said Pur Multan Road Lahore. 01-09-2026 11-08-2026 bbox=[1056, 1917, 1186, 2019]
article-body: وزیر اعظم نے کہا ہے کہ حکومت عوام کے مسائل کے حل کے لیے ہر ممکن اقدامات کر رہی ہے۔ انہوں نے کہا کہ ملک کی معیشت کو مستحکم بنانے کے لیے تمام ادارے مل کر کام کر رہے ہیں اور جلد بہتری کے نتائج سامنے آئیں گے۔ اجلاس میں صوبائی وزرا، اعلیٰ افسران اور متعلقہ محکموں کے سربراہان نے شرکت کی۔ اس موقع پر بتایا گیا کہ ترقیاتی منصوبوں پر کام تیزی سے جاری ہے اور مقررہ مدت میں مکمل کر لیے جائیں گے۔ عوامی نمائندوں نے مطالبہ کیا کہ مہنگائی پر قابو پانے کے لیے مؤثر حکمت عملی اختیار کی جائے۔ bbox=[311, 677, 448, 869]
article-body: وزیر اعظم نے کہا ہے کہ حکومت عوام کے مسائل کے حل کے لیے ہر ممکن اقدامات کر رہی ہے۔ انہوں نے کہا کہ ملک کی معیشت کو مستحکم بنانے کے لیے تمام ادارے مل کر کام کر رہے ہیں اور جلد بہتری کے نتائج سامنے آئیں گے۔ اجلاس میں صوبائی وزرا، اعلیٰ افسران اور متعلقہ محکموں کے سربراہان نے شرکت کی۔ اس موقع پر بتایا گیا کہ ترقیاتی منصوبوں پر کام تیزی سے جاری ہے اور مقررہ مدت میں مکمل کر لیے جائیں گے۔ عوامی نمائندوں نے مطالبہ کیا کہ مہنگائی پر قابو پانے کے لیے مؤثر حکمت عملی اختیار کی جائے۔ bbox=[767, 871, 906, 1063]
brand-tag: نئی بات bbox=[97, 246, 143, 266]
brand-tag: نئی بات bbox=[859, 426, 905, 446]
headline-bar bbox=[311, 1779, 448, 1801]
headline-title: تصدیق bbox=[350, 881, 385, 894]
headline-bar bbox=[13, 928, 144, 950]
article-body: وزیر اعظم نے کہا ہے کہ حکومت عوام کے مسائل کے حل کے لیے ہر ممکن اقدامات کر رہی ہے۔ انہوں نے کہا کہ ملک کی معیشت کو مستحکم بنانے کے لیے تمام ادارے مل کر کام کر رہے ہیں اور جلد بہتری کے نتائج سامنے آئیں گے۔ اجلاس میں صوبائی وزرا، اعلیٰ افسران اور متعلقہ محکموں کے سربراہان نے شرکت کی۔ اس موقع پر بتایا گیا کہ ترقیاتی منصوبوں پر کام تیزی سے جاری ہے اور مقررہ مدت میں مکمل کر لیے جائیں گے۔ عوامی نمائندوں نے مطالبہ کیا کہ مہنگائی پر قابو پانے کے لیے مؤثر حکمت عملی اختیار کی جائے۔ bbox=[159, 226, 296, 418]
article-body: وزیر اعظم نے کہا ہے کہ حکومت عوام کے مسائل کے حل کے لیے ہر ممکن اقدامات کر رہی ہے۔ انہوں نے کہا کہ ملک کی معیشت کو مستحکم بنانے کے لیے تمام ادارے مل کر کام کر رہے ہیں اور جلد بہتری کے نتائج سامنے آئیں گے۔ اجلاس میں صوبائی وزرا، اعلیٰ افسران اور متعلقہ محکموں کے سربراہان نے شرکت کی۔ اس موقع پر بتایا گیا کہ ترقیاتی منصوبوں پر کام تیزی سے جاری ہے اور مقررہ مدت میں مکمل کر لیے جائیں گے۔ عوامی نمائندوں نے مطالبہ کیا کہ مہنگائی پر قابو پانے کے لیے مؤثر حکمت عملی اختیار کی جائے۔ bbox=[463, 1935, 600, 2127]
brand-tag: نئی بات bbox=[705, 877, 751, 897]
contact-box bbox=[919, 35, 1039, 143]
headline-number: 9 bbox=[616, 1103, 638, 1123]
headline-number: 4 bbox=[768, 845, 790, 865]
headline-bar bbox=[159, 812, 296, 834]
article-body: وزیر اعظم نے کہا ہے کہ حکومت عوام کے مسائل کے حل کے لیے ہر ممکن اقدامات کر رہی ہے۔ انہوں نے کہا کہ ملک کی معیشت کو مستحکم بنانے کے لیے تمام ادارے مل کر کام کر رہے ہیں اور جلد بہتری کے نتائج سامنے آئیں گے۔ اجلاس میں صوبائی وزرا، اعلیٰ افسران اور متعلقہ محکموں کے سربراہان نے شرکت کی۔ اس موقع پر بتایا گیا کہ ترقیاتی منصوبوں پر کام تیزی سے جاری ہے اور مقررہ مدت میں مکمل کر لیے جائیں گے۔ عوامی نمائندوں نے مطالبہ کیا کہ مہنگائی پر قابو پانے کے لیے مؤثر حکمت عملی اختیار کی جائے۔ bbox=[767, 452, 906, 643]
legal-english: PWA/LHR/N/73 07-04-2026 Muhammad Nouman Lumen Pharma Employer Lumen Pharmaceutical Manger Property No 32, E-Block Sabzazar Lahore. 01-09-2026 11-08-2026 bbox=[1056, 1165, 1186, 1267]
article-body: وزیر اعظم نے کہا ہے کہ حکومت عوام کے مسائل کے حل کے لیے ہر ممکن اقدامات کر رہی ہے۔ انہوں نے کہا کہ ملک کی معیشت کو مستحکم بنانے کے لیے تمام ادارے مل کر کام کر رہے ہیں اور جلد بہتری کے نتائج سامنے آئیں گے۔ اجلاس میں صوبائی وزرا، اعلیٰ افسران اور متعلقہ محکموں کے سربراہان نے شرکت کی۔ اس موقع پر بتایا گیا کہ ترقیاتی منصوبوں پر کام تیزی سے جاری ہے اور مقررہ مدت میں مکمل کر لیے جائیں گے۔ عوامی نمائندوں نے مطالبہ کیا کہ مہنگائی پر قابو پانے کے لیے مؤثر حکمت عملی اختیار کی جائے۔ bbox=[767, 2064, 906, 2256]
notice-line: مختلف اشتہارات کے ذریعے لوگوں کو نوکریاں، قرض، مکانات اور گاڑیوں وغیرہ کی پیشکش کی جاتی ہے۔ bbox=[925, 185, 1183, 211]
newspaper-page bbox=[8, 32, 1192, 2450]
legal-heading: بعدالت جناب محمد قاسم صاحب اتھارٹی انڈر منعقد آف انجنیئرنگ LDA bbox=[1059, 1827, 1183, 1892]
masthead bbox=[916, 32, 1192, 144]
contact-lead: کلاسیفائیڈ اشتہارات کی بکنگ کیلئے رابطہ کریں bbox=[929, 40, 1029, 60]
header-edition-label: سی bbox=[8, 9, 29, 24]
legal-notice-lost-documents bbox=[1050, 408, 1192, 728]
headline-bar bbox=[615, 1972, 752, 1994]
headline-bar bbox=[615, 651, 752, 673]
header-dateline: روزنامہ نئی بات فیصل آباد (4) 20 اگست 2026ء bbox=[475, 9, 725, 24]
headline-title: وزیر اعلیٰ bbox=[189, 817, 242, 830]
headline-bar bbox=[463, 1296, 600, 1318]
article-body: وزیر اعظم نے کہا ہے کہ حکومت عوام کے مسائل کے حل کے لیے ہر ممکن اقدامات کر رہی ہے۔ انہوں نے کہا کہ ملک کی معیشت کو مستحکم بنانے کے لیے تمام ادارے مل کر کام کر رہے ہیں اور جلد بہتری کے نتائج سامنے آئیں گے۔ اجلاس میں صوبائی وزرا، اعلیٰ افسران اور متعلقہ محکموں کے سربراہان نے شرکت کی۔ اس موقع پر بتایا گیا کہ ترقیاتی منصوبوں پر کام تیزی سے جاری ہے اور مقررہ مدت میں مکمل کر لیے جائیں گے۔ عوامی نمائندوں نے مطالبہ کیا کہ مہنگائی پر قابو پانے کے لیے مؤثر حکمت عملی اختیار کی جائے۔ bbox=[615, 1322, 752, 1514]
article-body: وزیر اعظم نے کہا ہے کہ حکومت عوام کے مسائل کے حل کے لیے ہر ممکن اقدامات کر رہی ہے۔ انہوں نے کہا کہ ملک کی معیشت کو مستحکم بنانے کے لیے تمام ادارے مل کر کام کر رہے ہیں اور جلد بہتری کے نتائج سامنے آئیں گے۔ اجلاس میں صوبائی وزرا، اعلیٰ افسران اور متعلقہ محکموں کے سربراہان نے شرکت کی۔ اس موقع پر بتایا گیا کہ ترقیاتی منصوبوں پر کام تیزی سے جاری ہے اور مقررہ مدت میں مکمل کر لیے جائیں گے۔ عوامی نمائندوں نے مطالبہ کیا کہ مہنگائی پر قابو پانے کے لیے مؤثر حکمت عملی اختیار کی جائے۔ bbox=[311, 1128, 448, 1320]
news-column-a bbox=[762, 32, 910, 2256]
brand-tag: نئی بات bbox=[553, 1297, 599, 1317]
article-body: وزیر اعظم نے کہا ہے کہ حکومت عوام کے مسائل کے حل کے لیے ہر ممکن اقدامات کر رہی ہے۔ انہوں نے کہا کہ ملک کی معیشت کو مستحکم بنانے کے لیے تمام ادارے مل کر کام کر رہے ہیں اور جلد بہتری کے نتائج سامنے آئیں گے۔ اجلاس میں صوبائی وزرا، اعلیٰ افسران اور متعلقہ محکموں کے سربراہان نے شرکت کی۔ اس موقع پر بتایا گیا کہ ترقیاتی منصوبوں پر کام تیزی سے جاری ہے اور مقررہ مدت میں مکمل کر لیے جائیں گے۔ عوامی نمائندوں نے مطالبہ کیا کہ مہنگائی پر قابو پانے کے لیے مؤثر حکمت عملی اختیار کی جائے۔ bbox=[463, 1741, 600, 1933]
headline-title: بابر سوتی bbox=[340, 1106, 395, 1119]
article-body: وزیر اعظم نے کہا ہے کہ حکومت عوام کے مسائل کے حل کے لیے ہر ممکن اقدامات کر رہی ہے۔ انہوں نے کہا کہ ملک کی معیشت کو مستحکم بنانے کے لیے تمام ادارے مل کر کام کر رہے ہیں اور جلد بہتری کے نتائج سامنے آئیں گے۔ اجلاس میں صوبائی وزرا، اعلیٰ افسران اور متعلقہ محکموں کے سربراہان نے شرکت کی۔ اس موقع پر بتایا گیا کہ ترقیاتی منصوبوں پر کام تیزی سے جاری ہے اور مقررہ مدت میں مکمل کر لیے جائیں گے۔ عوامی نمائندوں نے مطالبہ کیا کہ مہنگائی پر قابو پانے کے لیے مؤثر حکمت عملی اختیار کی جائے۔ bbox=[311, 258, 448, 450]
article-body: وزیر اعظم نے کہا ہے کہ حکومت عوام کے مسائل کے حل کے لیے ہر ممکن اقدامات کر رہی ہے۔ انہوں نے کہا کہ ملک کی معیشت کو مستحکم بنانے کے لیے تمام ادارے مل کر کام کر رہے ہیں اور جلد بہتری کے نتائج سامنے آئیں گے۔ اجلاس میں صوبائی وزرا، اعلیٰ افسران اور متعلقہ محکموں کے سربراہان نے شرکت کی۔ اس موقع پر بتایا گیا کہ ترقیاتی منصوبوں پر کام تیزی سے جاری ہے اور مقررہ مدت میں مکمل کر لیے جائیں گے۔ عوامی نمائندوں نے مطالبہ کیا کہ مہنگائی پر قابو پانے کے لیے مؤثر حکمت عملی اختیار کی جائے۔ bbox=[463, 1516, 600, 1707]
headline-title: چیئرمین PTI bbox=[638, 430, 705, 443]
headline-title: مہنگائی bbox=[346, 236, 389, 249]
brand-tag: نئی بات bbox=[401, 1103, 447, 1123]
article-body: وزیر اعظم نے کہا ہے کہ حکومت عوام کے مسائل کے حل کے لیے ہر ممکن اقدامات کر رہی ہے۔ انہوں نے کہا کہ ملک کی معیشت کو مستحکم بنانے کے لیے تمام ادارے مل کر کام کر رہے ہیں اور جلد بہتری کے نتائج سامنے آئیں گے۔ اجلاس میں صوبائی وزرا، اعلیٰ افسران اور متعلقہ محکموں کے سربراہان نے شرکت کی۔ اس موقع پر بتایا گیا کہ ترقیاتی منصوبوں پر کام تیزی سے جاری ہے اور مقررہ مدت میں مکمل کر لیے جائیں گے۔ عوامی نمائندوں نے مطالبہ کیا کہ مہنگائی پر قابو پانے کے لیے مؤثر حکمت عملی اختیار کی جائے۔ bbox=[159, 420, 296, 611]
article-body: وزیر اعظم نے کہا ہے کہ حکومت عوام کے مسائل کے حل کے لیے ہر ممکن اقدامات کر رہی ہے۔ انہوں نے کہا کہ ملک کی معیشت کو مستحکم بنانے کے لیے تمام ادارے مل کر کام کر رہے ہیں اور جلد بہتری کے نتائج سامنے آئیں گے۔ اجلاس میں صوبائی وزرا، اعلیٰ افسران اور متعلقہ محکموں کے سربراہان نے شرکت کی۔ اس موقع پر بتایا گیا کہ ترقیاتی منصوبوں پر کام تیزی سے جاری ہے اور مقررہ مدت میں مکمل کر لیے جائیں گے۔ عوامی نمائندوں نے مطالبہ کیا کہ مہنگائی پر قابو پانے کے لیے مؤثر حکمت عملی اختیار کی جائے۔ bbox=[615, 1999, 752, 2191]
brand-tag: نئی بات bbox=[401, 1780, 447, 1800]
headline-title: تعلیم bbox=[506, 2138, 533, 2151]
headline-bar bbox=[159, 1812, 296, 1834]
brand-tag: نئی بات bbox=[97, 1168, 143, 1188]
headline-title: باکی نگی bbox=[42, 2061, 91, 2074]
headline-title: شہزاد سے لئیں bbox=[645, 875, 698, 900]
headline-number: 24 bbox=[312, 1554, 334, 1574]
headline-bar bbox=[311, 1102, 448, 1124]
article-body: وزیر اعظم نے کہا ہے کہ حکومت عوام کے مسائل کے حل کے لیے ہر ممکن اقدامات کر رہی ہے۔ انہوں نے کہا کہ ملک کی معیشت کو مستحکم بنانے کے لیے تمام ادارے مل کر کام کر رہے ہیں اور جلد بہتری کے نتائج سامنے آئیں گے۔ اجلاس میں صوبائی وزرا، اعلیٰ افسران اور متعلقہ محکموں کے سربراہان نے شرکت کی۔ اس موقع پر بتایا گیا کہ ترقیاتی منصوبوں پر کام تیزی سے جاری ہے اور مقررہ مدت میں مکمل کر لیے جائیں گے۔ عوامی نمائندوں نے مطالبہ کیا کہ مہنگائی پر قابو پانے کے لیے مؤثر حکمت عملی اختیار کی جائے۔ bbox=[311, 1805, 448, 1997]
court-signature: RKH bbox=[917, 772, 1043, 787]
headline-bar bbox=[767, 425, 906, 447]
legal-heading: بعدالت جناب پیر سلطان صاحب کمشنر معاوضہ جات (کارکنان) bbox=[1056, 1381, 1186, 1446]
article-body: وزیر اعظم نے کہا ہے کہ حکومت عوام کے مسائل کے حل کے لیے ہر ممکن اقدامات کر رہی ہے۔ انہوں نے کہا کہ ملک کی معیشت کو مستحکم بنانے کے لیے تمام ادارے مل کر کام کر رہے ہیں اور جلد بہتری کے نتائج سامنے آئیں گے۔ اجلاس میں صوبائی وزرا، اعلیٰ افسران اور متعلقہ محکموں کے سربراہان نے شرکت کی۔ اس موقع پر بتایا گیا کہ ترقیاتی منصوبوں پر کام تیزی سے جاری ہے اور مقررہ مدت میں مکمل کر لیے جائیں گے۔ عوامی نمائندوں نے مطالبہ کیا کہ مہنگائی پر قابو پانے کے لیے مؤثر حکمت عملی اختیار کی جائے۔ bbox=[13, 955, 144, 1159]
article-body: وزیر اعظم نے کہا ہے کہ حکومت عوام کے مسائل کے حل کے لیے ہر ممکن اقدامات کر رہی ہے۔ انہوں نے کہا کہ ملک کی معیشت کو مستحکم بنانے کے لیے تمام ادارے مل کر کام کر رہے ہیں اور جلد بہتری کے نتائج سامنے آئیں گے۔ اجلاس میں صوبائی وزرا، اعلیٰ افسران اور متعلقہ محکموں کے سربراہان نے شرکت کی۔ اس موقع پر بتایا گیا کہ ترقیاتی منصوبوں پر کام تیزی سے جاری ہے اور مقررہ مدت میں مکمل کر لیے جائیں گے۔ عوامی نمائندوں نے مطالبہ کیا کہ مہنگائی پر قابو پانے کے لیے مؤثر حکمت عملی اختیار کی جائے۔ bbox=[159, 839, 296, 1031]
article-body: وزیر اعظم نے کہا ہے کہ حکومت عوام کے مسائل کے حل کے لیے ہر ممکن اقدامات کر رہی ہے۔ انہوں نے کہا کہ ملک کی معیشت کو مستحکم بنانے کے لیے تمام ادارے مل کر کام کر رہے ہیں اور جلد بہتری کے نتائج سامنے آئیں گے۔ اجلاس میں صوبائی وزرا، اعلیٰ افسران اور متعلقہ محکموں کے سربراہان نے شرکت کی۔ اس موقع پر بتایا گیا کہ ترقیاتی منصوبوں پر کام تیزی سے جاری ہے اور مقررہ مدت میں مکمل کر لیے جائیں گے۔ عوامی نمائندوں نے مطالبہ کیا کہ مہنگائی پر قابو پانے کے لیے مؤثر حکمت عملی اختیار کی جائے۔ bbox=[767, 1258, 906, 1450]
headline-title: صدر زرداری bbox=[488, 236, 551, 249]
headline-bar bbox=[13, 690, 144, 712]
headline-bar bbox=[615, 1521, 752, 1543]
brand-tag: نئی بات bbox=[553, 2135, 599, 2155]
headline-title: ہلاک چوہدری bbox=[45, 243, 88, 268]
headline-number: 33 bbox=[14, 1168, 36, 1188]
brand-tag: نئی بات bbox=[97, 691, 143, 711]
headline-number: 20 bbox=[312, 458, 334, 478]
legal-signature: Najam bbox=[1051, 1800, 1191, 1815]
notice-line: قارئین سے گزارش ہے کہ کسی بھی قسم کا لین دین کرنے سے پہلے پوری تحقیق کر لیں۔ bbox=[925, 275, 1183, 301]
headline-title: اسد قیصر bbox=[189, 1817, 242, 1830]
headline-title: سمور bbox=[352, 2009, 383, 2022]
headline-number: 23 bbox=[312, 1329, 334, 1349]
brand-tag: نئی بات bbox=[401, 458, 447, 478]
legal-english: CWC/85/2026 19-8-2026 1000000 bbox=[1056, 1485, 1173, 1512]
headline-title: شہباز شریف bbox=[654, 1100, 689, 1125]
headline-title: محسن نقوی bbox=[486, 1300, 553, 1313]
headline-title: کونسل کا حکم bbox=[646, 1971, 697, 1996]
headline-bar bbox=[767, 1651, 906, 1673]
brand-tag: نئی بات bbox=[97, 929, 143, 949]
legal-heading: بعدالت جناب تحصیلدار صاحب پنڈی بھٹیاں ضلع حافظ آباد bbox=[1055, 739, 1187, 787]
legal-signature: Najam bbox=[1051, 1354, 1191, 1369]
headline-title: عوامی بازیاب bbox=[350, 1777, 385, 1802]
brand-tag: نئی بات bbox=[995, 801, 1041, 821]
headline-number: 31 bbox=[14, 691, 36, 711]
legal-text: نوٹس بنام: مقدمہ نمبر bbox=[1100, 1899, 1186, 1909]
court-text: مقدمہ نمبر 1072 سال 2026 بعنوان فریقین۔ نوٹس جاری کیا جاتا ہے کہ آپ مورخہ 19-08-2026 کو حاضر عدالت ہوں بصورت دیگر کارروائی یکطرفہ عمل میں لائی جائے گی۔ bbox=[922, 468, 1038, 562]
headline-number: 26 bbox=[312, 2005, 334, 2025]
headline-number: 13 bbox=[464, 233, 486, 253]
article-body: وزیر اعظم نے کہا ہے کہ حکومت عوام کے مسائل کے حل کے لیے ہر ممکن اقدامات کر رہی ہے۔ انہوں نے کہا کہ ملک کی معیشت کو مستحکم بنانے کے لیے تمام ادارے مل کر کام کر رہے ہیں اور جلد بہتری کے نتائج سامنے آئیں گے۔ اجلاس میں صوبائی وزرا، اعلیٰ افسران اور متعلقہ محکموں کے سربراہان نے شرکت کی۔ اس موقع پر بتایا گیا کہ ترقیاتی منصوبوں پر کام تیزی سے جاری ہے اور مقررہ مدت میں مکمل کر لیے جائیں گے۔ عوامی نمائندوں نے مطالبہ کیا کہ مہنگائی پر قابو پانے کے لیے مؤثر حکمت عملی اختیار کی جائے۔ bbox=[311, 903, 448, 1095]
brand-tag: نئی بات bbox=[553, 877, 599, 897]
headline-bar bbox=[13, 245, 144, 267]
court-notice bbox=[916, 408, 1044, 788]
legal-text: بنام عوام الناس۔ اطلاع دی جاتی ہے کہ درخواست برائے انتقال کی سماعت مقرر ہے۔ جس کسی کو اعتراض ہو وہ مقررہ تاریخ کو حاضر ہو۔ bbox=[1056, 794, 1186, 860]
article-body: وزیر اعظم نے کہا ہے کہ حکومت عوام کے مسائل کے حل کے لیے ہر ممکن اقدامات کر رہی ہے۔ انہوں نے کہا کہ ملک کی معیشت کو مستحکم بنانے کے لیے تمام ادارے مل کر کام کر رہے ہیں اور جلد بہتری کے نتائج سامنے آئیں گے۔ اجلاس میں صوبائی وزرا، اعلیٰ افسران اور متعلقہ محکموں کے سربراہان نے شرکت کی۔ اس موقع پر بتایا گیا کہ ترقیاتی منصوبوں پر کام تیزی سے جاری ہے اور مقررہ مدت میں مکمل کر لیے جائیں گے۔ عوامی نمائندوں نے مطالبہ کیا کہ مہنگائی پر قابو پانے کے لیے مؤثر حکمت عملی اختیار کی جائے۔ bbox=[463, 484, 600, 675]
legal-english: Provisional Allotment Letter of Appartment No.711, Seventh Floor Block J, Type 1-12/1 Project Islamabad bbox=[1056, 494, 1184, 566]
brand-tag: نئی بات bbox=[859, 845, 905, 865]
legal-body: وزیر اعظم نے کہا ہے کہ حکومت عوام کے مسائل کے حل کے لیے ہر ممکن اقدامات کر رہی ہے۔ انہوں نے کہا کہ ملک کی معیشت کو مستحکم بنانے کے لیے تمام ادارے مل کر کام کر رہے ہیں اور جلد بہتری کے نتائج سامنے آئیں گے۔ اجلاس میں صوبائی وزرا، اعلیٰ افسران اور متعلقہ محکموں کے سربراہان نے شرکت کی۔ اس موقع پر بتایا گیا کہ ترقیاتی منصوبوں پر کام تیزی سے جاری ہے اور مقررہ مدت میں مکمل کر لیے جائیں گے۔ عوامی نمائندوں نے مطالبہ کیا کہ مہنگائی پر قابو پانے کے لیے مؤثر حکمت عملی اختیار کی جائے۔ bbox=[1056, 1517, 1186, 1721]
article-body: وزیر اعظم نے کہا ہے کہ حکومت عوام کے مسائل کے حل کے لیے ہر ممکن اقدامات کر رہی ہے۔ انہوں نے کہا کہ ملک کی معیشت کو مستحکم بنانے کے لیے تمام ادارے مل کر کام کر رہے ہیں اور جلد بہتری کے نتائج سامنے آئیں گے۔ اجلاس میں صوبائی وزرا، اعلیٰ افسران اور متعلقہ محکموں کے سربراہان نے شرکت کی۔ اس موقع پر بتایا گیا کہ ترقیاتی منصوبوں پر کام تیزی سے جاری ہے اور مقررہ مدت میں مکمل کر لیے جائیں گے۔ عوامی نمائندوں نے مطالبہ کیا کہ مہنگائی پر قابو پانے کے لیے مؤثر حکمت عملی اختیار کی جائے۔ bbox=[13, 1845, 144, 2049]
headline-number: 12 bbox=[616, 1973, 638, 1993]
headline-bar bbox=[311, 2004, 448, 2026]
article-body: وزیر اعظم نے کہا ہے کہ حکومت عوام کے مسائل کے حل کے لیے ہر ممکن اقدامات کر رہی ہے۔ انہوں نے کہا کہ ملک کی معیشت کو مستحکم بنانے کے لیے تمام ادارے مل کر کام کر رہے ہیں اور جلد بہتری کے نتائج سامنے آئیں گے۔ اجلاس میں صوبائی وزرا، اعلیٰ افسران اور متعلقہ محکموں کے سربراہان نے شرکت کی۔ اس موقع پر بتایا گیا کہ ترقیاتی منصوبوں پر کام تیزی سے جاری ہے اور مقررہ مدت میں مکمل کر لیے جائیں گے۔ عوامی نمائندوں نے مطالبہ کیا کہ مہنگائی پر قابو پانے کے لیے مؤثر حکمت عملی اختیار کی جائے۔ bbox=[159, 2032, 296, 2224]
